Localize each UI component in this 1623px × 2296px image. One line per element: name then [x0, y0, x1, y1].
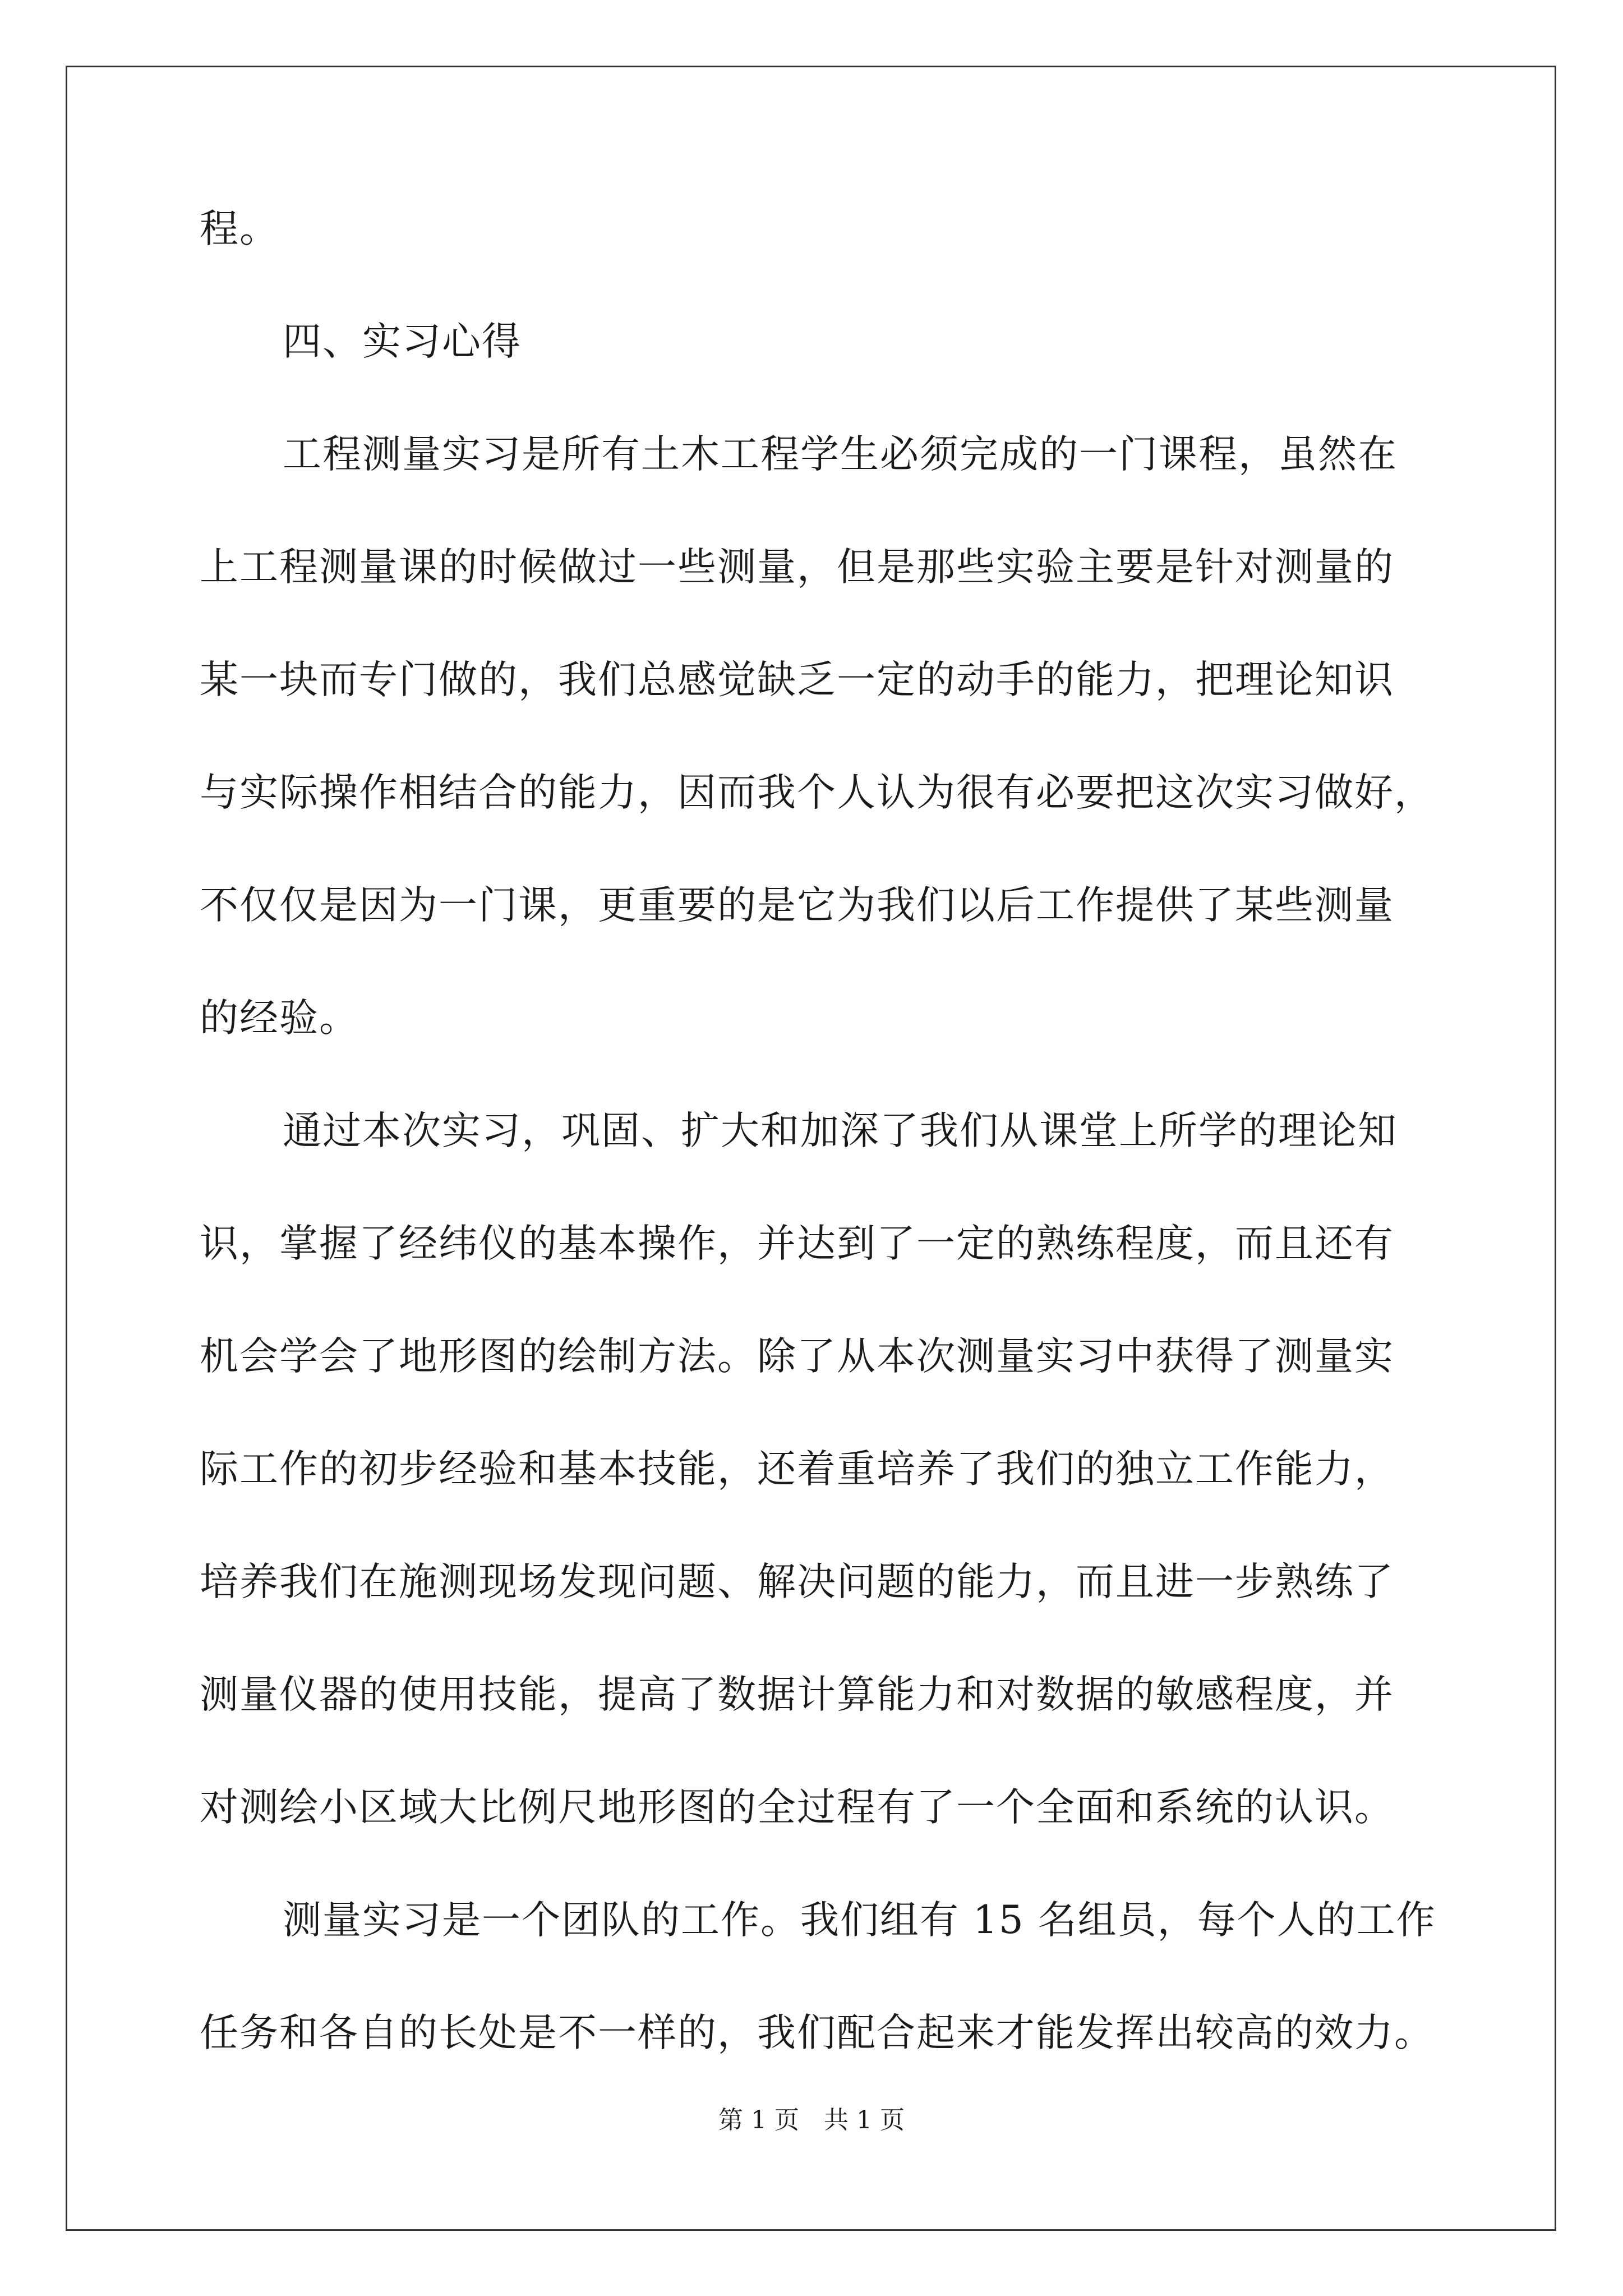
- text-line: 不仅仅是因为一门课，更重要的是它为我们以后工作提供了某些测量: [200, 883, 1394, 928]
- text-line: 工程测量实习是所有土木工程学生必须完成的一门课程，虽然在: [283, 432, 1398, 477]
- text-line: 任务和各自的长处是不一样的，我们配合起来才能发挥出较高的效力。: [200, 2010, 1434, 2055]
- text-line: 机会学会了地形图的绘制方法。除了从本次测量实习中获得了测量实: [200, 1334, 1394, 1379]
- text-line: 测量仪器的使用技能，提高了数据计算能力和对数据的敏感程度，并: [200, 1672, 1394, 1717]
- text-line: 通过本次实习，巩固、扩大和加深了我们从课堂上所学的理论知: [283, 1108, 1398, 1153]
- text-line: 某一块而专门做的，我们总感觉缺乏一定的动手的能力，把理论知识: [200, 657, 1394, 702]
- text-line: 上工程测量课的时候做过一些测量，但是那些实验主要是针对测量的: [200, 545, 1394, 590]
- text-line: 与实际操作相结合的能力，因而我个人认为很有必要把这次实习做好，: [200, 770, 1434, 815]
- text-line: 际工作的初步经验和基本技能，还着重培养了我们的独立工作能力，: [200, 1447, 1394, 1492]
- section-heading: 四、实习心得: [283, 319, 522, 364]
- document-body: [200, 206, 1436, 2124]
- page-number: 第 1 页 共 1 页: [718, 2106, 905, 2134]
- text-line: 对测绘小区域大比例尺地形图的全过程有了一个全面和系统的认识。: [200, 1785, 1394, 1830]
- text-line: 测量实习是一个团队的工作。我们组有 15 名组员，每个人的工作: [283, 1898, 1436, 1943]
- text-line: 程。: [200, 206, 279, 251]
- text-line: 培养我们在施测现场发现问题、解决问题的能力，而且进一步熟练了: [200, 1559, 1394, 1604]
- text-line: 的经验。: [200, 996, 359, 1041]
- text-line: 识，掌握了经纬仪的基本操作，并达到了一定的熟练程度，而且还有: [200, 1221, 1394, 1266]
